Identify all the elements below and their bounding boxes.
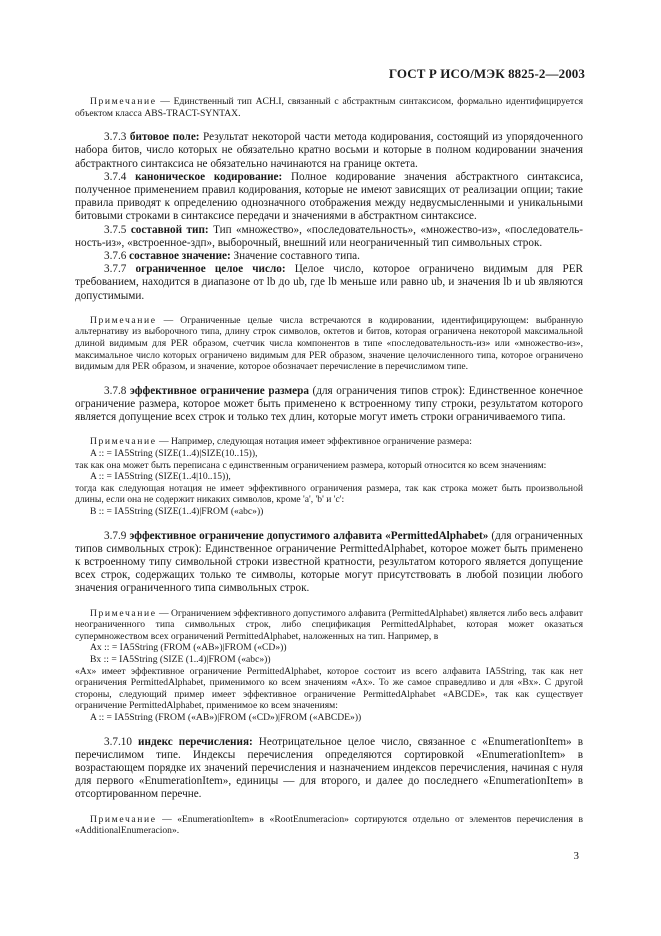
clause-term: эффективное ограничение размера	[129, 384, 309, 397]
note-text: — Единственный тип ACH.I, связанный с абстрактным синтаксисом, формально идентифицируется объектом класса ABS-TRACT-SYNTAX.	[75, 96, 583, 119]
note-2	[75, 315, 583, 373]
clause-term: эффективное ограничение допустимого алфавита «PermittedAlphabet»	[129, 529, 489, 542]
note-label: Примечание	[90, 314, 157, 326]
clause-text: Значение составного типа.	[230, 250, 360, 263]
note-label: Примечание	[90, 436, 157, 448]
clause-number: 3.7.4	[104, 170, 127, 183]
clause-number: 3.7.10	[104, 735, 132, 748]
note-text: — Например, следующая нотация имеет эффективное ограничение размера:	[156, 436, 472, 448]
clause-3-7-7	[75, 263, 583, 303]
code-line: Bx :: = IA5String (SIZE (1..4)|FROM («abc»))	[90, 653, 271, 665]
note-text: тогда как следующая нотация не имеет эффективного ограничения размера, так как строка может быть произвольной длины, если она не содержит никаких символов, кроме 'a', 'b' и 'c':	[75, 482, 583, 506]
note-label: Примечание	[90, 607, 157, 619]
code-line: Ax :: = IA5String (FROM («AB»)|FROM («CD»))	[90, 642, 287, 654]
clause-3-7-9	[75, 530, 583, 596]
clause-3-7-4	[75, 171, 583, 224]
clause-term: составной тип:	[130, 223, 209, 236]
clause-3-7-3	[75, 131, 583, 171]
note-label: Примечание	[90, 813, 157, 825]
page-content	[75, 96, 583, 837]
clause-text: Целое число, которое ограничено видимым для PER требованием, находится в диапазоне от lb до ub, где lb меньше или равно ub, и значения lb и ub являются допустимыми.	[75, 263, 584, 302]
page-number: 3	[573, 850, 579, 862]
clause-text: Полное кодирование значения абстрактного синтаксиса, полученное применением правил кодирования, которые не имеют зависящих от реализации опции; такие правила приводят к определению однозначного отображения между недвусмысленными и уникальными битовыми строками в синтаксисе передачи и значениями в абстрактном синтаксисе.	[75, 170, 583, 223]
clause-term: ограниченное целое число:	[135, 263, 286, 276]
clause-3-7-8	[75, 385, 583, 425]
clause-text: Тип «множество», «последовательность», «множество-из», «последователь-ность-из», «встроенное-здп», выборочный, внешний или неограниченный тип символьных строк.	[75, 223, 583, 249]
note-text: так как она может быть переписана с единственным ограничением размера, который относится ко всем значениям:	[75, 459, 547, 471]
clause-3-7-6	[75, 250, 583, 263]
code-line: B :: = IA5String (SIZE(1..4)|FROM («abc»))	[90, 505, 264, 517]
clause-term: каноническое кодирование:	[135, 170, 283, 183]
clause-number: 3.7.9	[104, 529, 127, 542]
note-4	[75, 608, 583, 724]
note-1	[75, 96, 583, 119]
clause-term: битовое поле:	[129, 131, 200, 144]
clause-text: Результат некоторой части метода кодирования, состоящий из упорядоченного набора битов, число которых не обязательно кратно восьми и которые в полном кодировании значения абстрактного синтаксиса не обязательно начинаются на границе октета.	[75, 131, 584, 170]
clause-text: Неотрицательное целое число, связанное с «EnumerationItem» в перечислимом типе. Индексы перечисления определяются сортировкой «EnumerationItem» в возрастающем порядке их значений перечисления и назначением индексов перечисления, начиная с нуля для первого «EnumerationItem», единицы — для второго, и далее до последнего «EnumerationItem» в отсортированном перечне.	[75, 735, 583, 801]
code-line: A :: = IA5String (SIZE(1..4|10..15)),	[90, 471, 231, 483]
clause-number: 3.7.3	[104, 131, 127, 144]
clause-3-7-10	[75, 736, 583, 802]
document-header: ГОСТ Р ИСО/МЭК 8825-2—2003	[388, 66, 585, 81]
note-text: «Ax» имеет эффективное ограничение PermittedAlphabet, которое состоит из всего алфавита IA5String, так как нет ограничения PermittedAlphabet, применимого ко всем значениям «Ax». То же самое справедливо и для «Bx». С другой стороны, следующий пример имеет эффективное ограничение PermittedAlphabet «ABCDE», так как существует ограничение PermittedAlphabet, применимое ко всем значениям:	[75, 665, 583, 712]
note-text: — «EnumerationItem» в «RootEnumeracion» сортируются отдельно от элементов перечисления в «AdditionalEnumeracion».	[75, 813, 583, 837]
clause-number: 3.7.5	[104, 223, 127, 236]
code-line: A :: = IA5String (SIZE(1..4)|SIZE(10..15)),	[90, 448, 258, 459]
clause-3-7-5	[75, 224, 583, 250]
note-3	[75, 436, 583, 517]
note-5	[75, 814, 583, 837]
note-text: — Ограничением эффективного допустимого алфавита (PermittedAlphabet) является либо весь алфавит неограниченного типа символьных строк, либо спецификация PermittedAlphabet, которая может оказаться супермножеством всех ограничений PermittedAlphabet, наложенных на тип. Например, в	[75, 607, 583, 642]
clause-number: 3.7.7	[104, 263, 127, 276]
clause-number: 3.7.6	[104, 250, 127, 263]
clause-term: индекс перечисления:	[138, 735, 253, 748]
clause-number: 3.7.8	[104, 384, 127, 397]
note-label: Примечание	[90, 96, 157, 107]
clause-text: (для ограничения типов строк): Единственное конечное ограничение размера, которое может быть применено к встроенному типу строки, результатом которого является допущение всех строк и только тех длин, которые могут иметь строки ограничиваемого типа.	[75, 384, 583, 424]
code-line: A :: = IA5String (FROM («AB»)|FROM («CD»)|FROM («ABCDE»))	[90, 711, 362, 723]
note-text: — Ограниченные целые числа встречаются в кодировании, идентифицирующем: выбранную альтернативу из выборочного типа, длину строк символов, октетов и битов, которая ограничена некоторой максимальной длиной видимым для PER образом, счетчик числа компонентов в типе «последовательность-из» или «множество-из», максимальное число которых ограничено видимым для PER образом, значение целочисленного типа, которое ограничено видимым для PER образом, и значение, которое обозначает перечисление в перечислимом типе.	[75, 314, 583, 373]
clause-term: составное значение:	[129, 250, 231, 263]
clause-text: (для ограниченных типов символьных строк): Единственное ограничение PermittedAlphabet, которое может быть применено к встроенному типу символьной строки известной кратности, результатом которого является допущение всех строк, содержащих только те символы, которые могут присутствовать в любой позиции любого значения ограниченного типа символьных строк.	[75, 529, 584, 595]
